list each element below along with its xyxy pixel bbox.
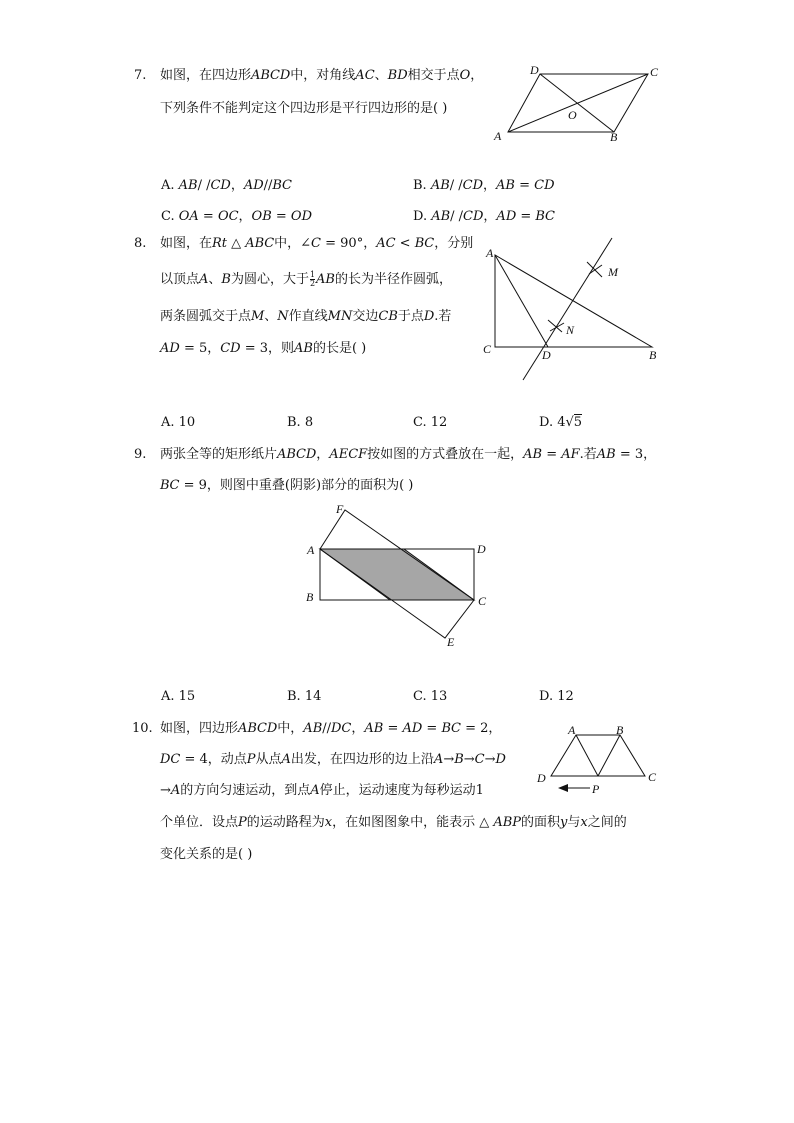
- question-number: 7.: [134, 68, 147, 83]
- shaded-overlap: [320, 549, 474, 600]
- point-label: D: [537, 771, 546, 785]
- parallelogram-figure: [488, 60, 668, 150]
- question-text-line: 两张全等的矩形纸片𝐴𝐵𝐶𝐷，𝐴𝐸𝐶𝐹按如图的方式叠放在一起，𝐴𝐵 = 𝐴𝐹.若𝐴𝐵 = 3，: [160, 447, 657, 462]
- point-label: M: [608, 265, 618, 279]
- option-c[interactable]: C. 13: [413, 689, 448, 704]
- point-label: C: [483, 342, 492, 356]
- question-text-line: →𝐴的方向匀速运动，到点𝐴停止，运动速度为每秒运动1: [160, 783, 484, 798]
- point-label: D: [542, 348, 551, 362]
- option-b[interactable]: B. 8: [287, 415, 314, 430]
- question-text-line: 如图，四边形𝐴𝐵𝐶𝐷中，𝐴𝐵//𝐷𝐶，𝐴𝐵 = 𝐴𝐷 = 𝐵𝐶 = 2，: [160, 721, 502, 736]
- question-text-line: 以顶点𝐴、𝐵为圆心，大于 $\frac{1}{2}$ 𝐴𝐵的长为半径作圆弧，: [160, 270, 452, 288]
- option-b[interactable]: B. 𝐴𝐵/ /𝐶𝐷，𝐴𝐵 = 𝐶𝐷: [413, 178, 555, 193]
- trapezoid-abcd: [551, 735, 645, 776]
- question-text-line: 如图，在𝑅𝑡 △ 𝐴𝐵𝐶中，∠𝐶 = 90°，𝐴𝐶 < 𝐵𝐶，分别: [160, 236, 474, 251]
- point-label: A: [568, 723, 576, 737]
- question-number: 8.: [134, 236, 147, 251]
- point-label: A: [486, 246, 494, 260]
- arc-mark-n2: [550, 323, 564, 331]
- point-label: B: [649, 348, 657, 362]
- question-text-line: 𝐷𝐶 = 4，动点𝑃从点𝐴出发，在四边形的边上沿𝐴→𝐵→𝐶→𝐷: [160, 752, 506, 767]
- point-label: P: [592, 782, 600, 796]
- point-label: B: [610, 130, 618, 144]
- right-triangle-figure: [478, 233, 673, 388]
- point-label: C: [650, 65, 659, 79]
- segment-ap: [576, 735, 598, 776]
- question-text-line: 下列条件不能判定这个四边形是平行四边形的是( ): [160, 101, 448, 116]
- point-label: O: [568, 108, 577, 122]
- point-label: A: [307, 543, 315, 557]
- segment-ad: [495, 255, 548, 347]
- option-a[interactable]: A. 𝐴𝐵/ /𝐶𝐷，𝐴𝐷//𝐵𝐶: [161, 178, 292, 193]
- diagonal-bd: [540, 74, 614, 132]
- overlapping-rectangles-figure: [300, 500, 500, 650]
- option-c[interactable]: C. 𝑂𝐴 = 𝑂𝐶，𝑂𝐵 = 𝑂𝐷: [161, 209, 313, 224]
- option-a[interactable]: A. 10: [161, 415, 196, 430]
- option-b[interactable]: B. 14: [287, 689, 322, 704]
- option-d[interactable]: D. 12: [539, 689, 574, 704]
- question-text-line: 𝐴𝐷 = 5，𝐶𝐷 = 3，则𝐴𝐵的长是( ): [160, 341, 367, 356]
- question-number: 9.: [134, 447, 147, 462]
- option-d[interactable]: D. 𝐴𝐵/ /𝐶𝐷，𝐴𝐷 = 𝐵𝐶: [413, 209, 555, 224]
- point-label: C: [478, 594, 487, 608]
- option-d[interactable]: D. 4√5: [539, 415, 583, 430]
- question-text-line: 个单位．设点𝑃的运动路程为𝑥，在如图图象中，能表示 △ 𝐴𝐵𝑃的面积𝑦与𝑥之间的: [160, 815, 627, 830]
- question-text-line: 变化关系的是( ): [160, 847, 253, 862]
- trapezoid-figure: [528, 718, 668, 798]
- option-c[interactable]: C. 12: [413, 415, 448, 430]
- point-label: D: [477, 542, 486, 556]
- question-text-line: 𝐵𝐶 = 9，则图中重叠(阴影)部分的面积为( ): [160, 478, 414, 493]
- point-label: N: [566, 323, 575, 337]
- sqrt-sign: √: [565, 415, 574, 430]
- left-arrow-icon: [558, 784, 568, 792]
- line-mn: [523, 238, 612, 380]
- point-label: A: [494, 129, 502, 143]
- diagonal-ac: [508, 74, 648, 132]
- point-label: B: [306, 590, 314, 604]
- point-label: F: [336, 502, 344, 516]
- point-label: D: [530, 63, 539, 77]
- question-text-line: 如图，在四边形𝐴𝐵𝐶𝐷中，对角线𝐴𝐶、𝐵𝐷相交于点𝑂，: [160, 68, 484, 83]
- segment-bp: [598, 735, 620, 776]
- point-label: B: [616, 723, 624, 737]
- fraction-half: $\frac{1}{2}$: [309, 270, 316, 288]
- point-label: E: [447, 635, 455, 649]
- option-a[interactable]: A. 15: [161, 689, 196, 704]
- question-text-line: 两条圆弧交于点𝑀、𝑁作直线𝑀𝑁交边𝐶𝐵于点𝐷.若: [160, 309, 452, 324]
- point-label: C: [648, 770, 657, 784]
- question-number: 10.: [132, 721, 153, 736]
